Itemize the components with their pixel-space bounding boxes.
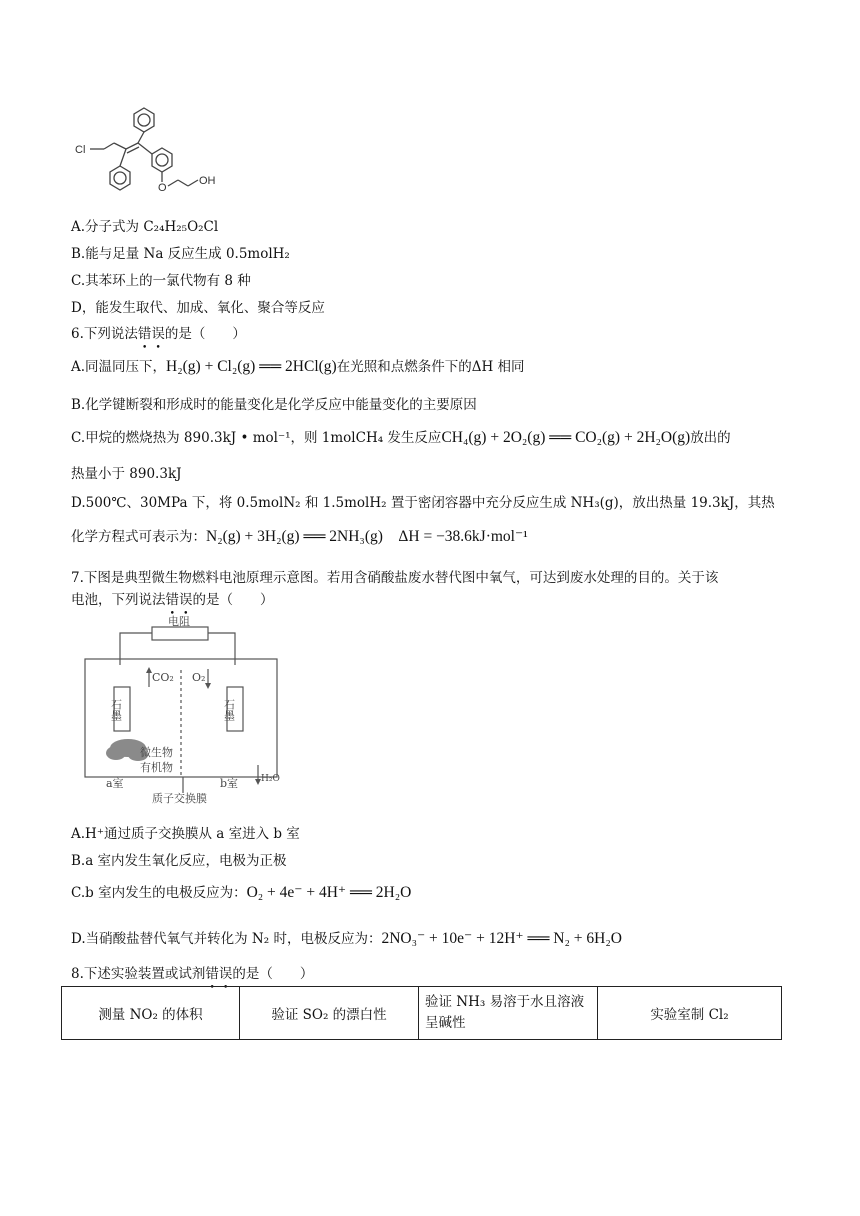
co2-label: CO₂ [152,671,174,684]
molecule-structure [70,100,260,205]
q5-option-a: A.分子式为 C₂₄H₂₅O₂Cl [71,219,219,235]
q6-option-a: A.同温同压下，H₂(g) + Cl₂(g) ══ 2HCl(g)在光照和点燃条件下的ΔH 相同 [71,358,525,375]
microbe-label: 微生物 [140,746,173,759]
table-cell-col1: 测量 NO₂ 的体积 [62,987,240,1040]
organic-label: 有机物 [140,761,173,774]
q6-option-c: C.甲烷的燃烧热为 890.3kJ • mol⁻¹，则 1molCH₄ 发生反应CH₄(g) + 2O₂(g) ══ CO₂(g) + 2H₂O(g)放出的 [71,429,731,446]
table-cell-col2: 验证 SO₂ 的漂白性 [240,987,419,1040]
left-electrode-label: 石墨 [109,699,123,721]
q6-option-d: D.500℃、30MPa 下，将 0.5molN₂ 和 1.5molH₂ 置于密闭容器中充分反应生成 NH₃(g)，放出热量 19.3kJ，其热 [71,495,775,511]
q6-a-equation: H₂(g) + Cl₂(g) ══ 2HCl(g) [166,358,337,375]
molecule-o-label: O [158,182,167,194]
h2o-label: H₂O [261,774,280,784]
membrane-label: 质子交换膜 [152,792,207,805]
table-cell-col4: 实验室制 Cl₂ [598,987,782,1040]
resistor-label: 电阻 [168,615,190,628]
q7-option-a: A.H⁺通过质子交换膜从 a 室进入 b 室 [71,826,300,842]
q7-option-d: D.当硝酸盐替代氧气并转化为 N₂ 时，电极反应为：2NO₃⁻ + 10e⁻ + 12H⁺ ══ N₂ + 6H₂O [71,930,622,947]
room-b-label: b室 [220,777,239,790]
room-a-label: a室 [106,777,124,790]
q7-option-c: C.b 室内发生的电极反应为：O₂ + 4e⁻ + 4H⁺ ══ 2H₂O [71,884,412,901]
o2-label: O₂ [192,671,206,684]
q6-c-equation: CH₄(g) + 2O₂(g) ══ CO₂(g) + 2H₂O(g) [441,429,691,446]
q7-d-equation: 2NO₃⁻ + 10e⁻ + 12H⁺ ══ N₂ + 6H₂O [381,930,622,947]
table-row [62,987,782,1040]
q8-stem: 8.下述实验装置或试剂错误的是（ ） [71,966,314,982]
fuel-cell-diagram [80,615,280,810]
q7-stem-cont: 电池，下列说法错误的是（ ） [71,592,274,608]
q6-stem: 6.下列说法错误的是（ ） [71,326,246,342]
table-cell-col3: 验证 NH₃ 易溶于水且溶液呈碱性 [419,987,598,1040]
q5-option-b: B.能与足量 Na 反应生成 0.5molH₂ [71,246,290,262]
q6-option-c-cont: 热量小于 890.3kJ [71,466,182,482]
q6-d-equation: N₂(g) + 3H₂(g) ══ 2NH₃(g) ΔH = −38.6kJ·mol⁻¹ [206,528,528,545]
molecule-oh-label: OH [199,175,216,187]
molecule-cl-label: Cl [75,144,86,156]
q7-c-equation: O₂ + 4e⁻ + 4H⁺ ══ 2H₂O [246,884,412,901]
right-electrode-label: 石墨 [222,699,236,721]
q5-option-c: C.其苯环上的一氯代物有 8 种 [71,273,251,289]
q6-option-d-eq-line: 化学方程式可表示为：N₂(g) + 3H₂(g) ══ 2NH₃(g) ΔH = −38.6kJ·mol⁻¹ [71,528,528,545]
q8-experiment-table [61,986,782,1040]
q6-option-b: B.化学键断裂和形成时的能量变化是化学反应中能量变化的主要原因 [71,397,477,413]
q5-option-d: D，能发生取代、加成、氧化、聚合等反应 [71,300,325,316]
q7-stem: 7.下图是典型微生物燃料电池原理示意图。若用含硝酸盐废水替代图中氧气，可达到废水处理的目的。关于该 [71,570,719,586]
q7-option-b: B.a 室内发生氧化反应，电极为正极 [71,853,287,869]
